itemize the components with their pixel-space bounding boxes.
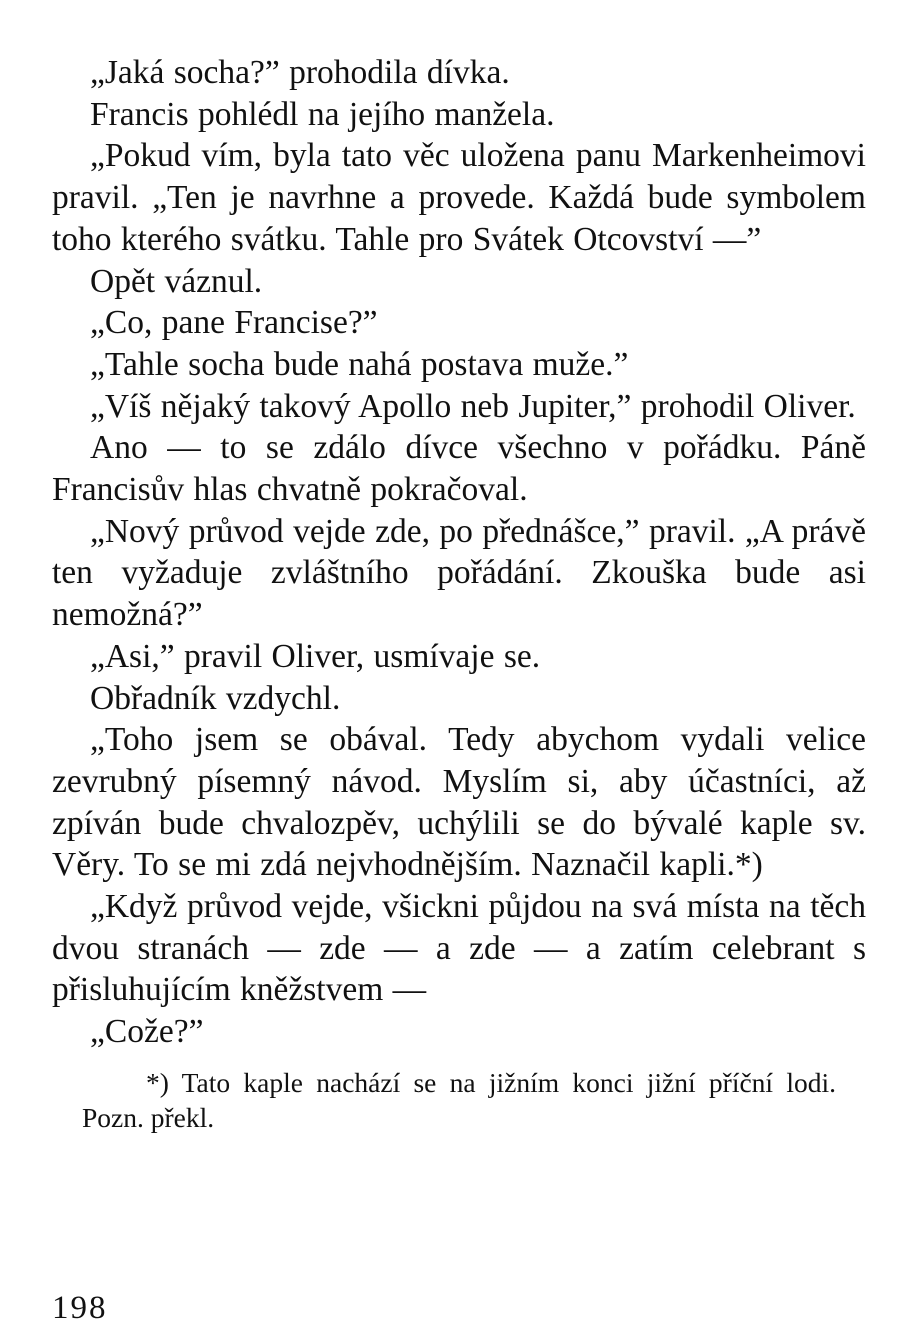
- paragraph: Ano — to se zdálo dívce všechno v pořádku. Páně Francisův hlas chvatně pokračoval.: [52, 429, 866, 509]
- paragraph: „Víš nějaký takový Apollo neb Jupiter,” prohodil Oliver.: [90, 387, 856, 425]
- paragraph: „Co, pane Francise?”: [90, 304, 378, 342]
- paragraph: Francis pohlédl na jejího manžela.: [90, 95, 555, 133]
- paragraph: „Asi,” pravil Oliver, usmívaje se.: [90, 637, 541, 675]
- paragraph: Obřadník vzdychl.: [90, 679, 341, 717]
- paragraph: Opět váznul.: [90, 262, 263, 300]
- paragraph: „Pokud vím, byla tato věc uložena panu Markenheimovi pravil. „Ten je navrhne a provede. Každá bude symbolem toho kterého svátku. Tahle pro Svátek Otcovství —”: [52, 137, 866, 258]
- paragraph: „Když průvod vejde, všickni půjdou na svá místa na těch dvou stranách — zde — a zde — a zatím celebrant s přisluhujícím kněžstvem —: [52, 888, 866, 1009]
- paragraph: „Toho jsem se obával. Tedy abychom vydali velice zevrubný písemný návod. Myslím si, aby účastníci, až zpíván bude chvalozpěv, uchýlili se do bývalé kaple sv. Věry. To se mi zdá nejvhodnějším. Naznačil kapli.*): [52, 721, 866, 884]
- paragraph: „Jaká socha?” prohodila dívka.: [90, 54, 510, 91]
- paragraph: „Tahle socha bude nahá postava muže.”: [90, 345, 629, 383]
- page-body: [52, 52, 866, 1135]
- footnote: *) Tato kaple nachází se na jižním konci jižní příční lodi. Pozn. překl.: [82, 1066, 836, 1133]
- paragraph: „Cože?”: [90, 1013, 204, 1051]
- paragraph: „Nový průvod vejde zde, po přednášce,” pravil. „A právě ten vyžaduje zvláštního pořádání. Zkouška bude asi nemožná?”: [52, 512, 866, 634]
- page-number: 198: [52, 1290, 108, 1326]
